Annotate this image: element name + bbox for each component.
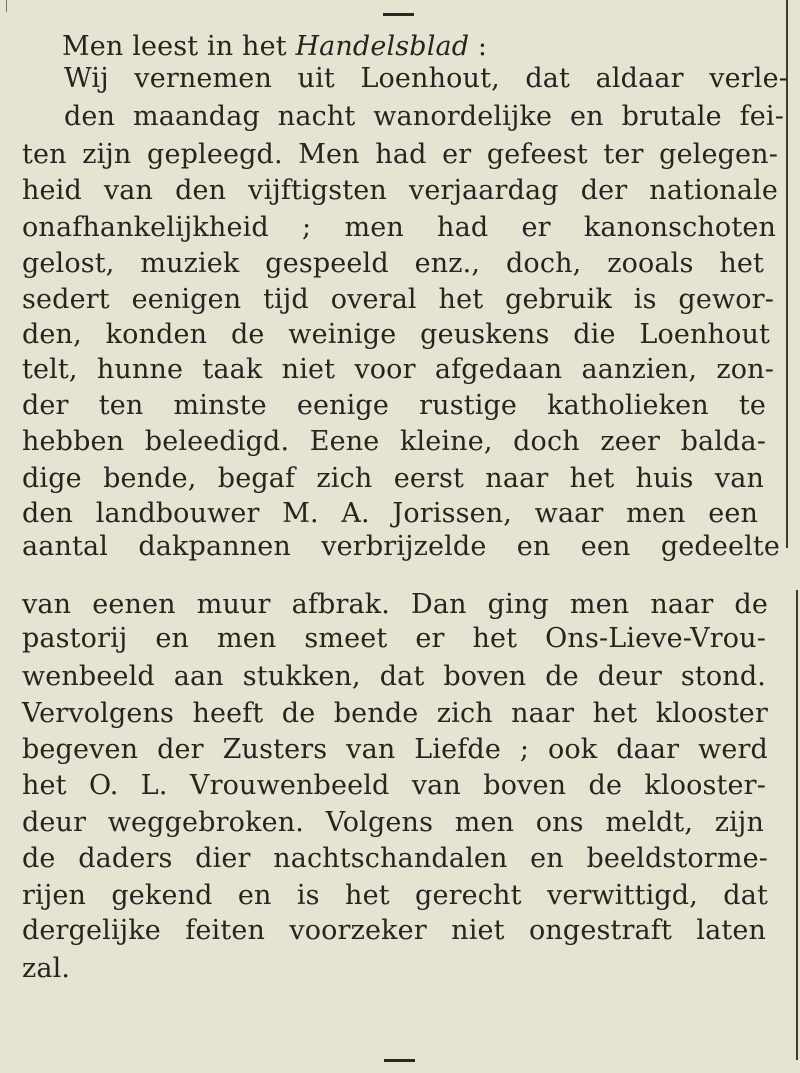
article-line: wenbeeld aan stukken, dat boven de deur stond.	[22, 661, 766, 692]
intro-suffix: :	[469, 31, 488, 62]
article-line: der ten minste eenige rustige katholieken te	[22, 390, 766, 421]
article-line: pastorij en men smeet er het Ons-Lieve-Vrou-	[22, 623, 766, 654]
article-line: rijen gekend en is het gerecht verwittigd, dat	[22, 880, 768, 911]
article-line: den, konden de weinige geuskens die Loenhout	[22, 319, 770, 350]
intro-prefix: Men leest in het	[62, 31, 296, 62]
article-line: den landbouwer M. A. Jorissen, waar men een	[22, 498, 758, 529]
article-line: Vervolgens heeft de bende zich naar het klooster	[22, 698, 768, 729]
article-line: gelost, muziek gespeeld enz., doch, zooals het	[22, 248, 764, 279]
article-line: dergelijke feiten voorzeker niet ongestraft laten	[22, 915, 766, 946]
article-line: ten zijn gepleegd. Men had er gefeest ter gelegen-	[22, 139, 778, 170]
article-line: dige bende, begaf zich eerst naar het huis van	[22, 463, 764, 494]
article-line: sedert eenigen tijd overal het gebruik is gewor-	[22, 284, 774, 315]
article-line: onafhankelijkheid ; men had er kanonschoten	[22, 212, 776, 243]
article-line: heid van den vijftigsten verjaardag der nationale	[22, 175, 778, 206]
article-intro	[62, 30, 487, 64]
column-rule-lower	[796, 590, 798, 1060]
article-line: hebben beleedigd. Eene kleine, doch zeer balda-	[22, 426, 766, 457]
article-line: telt, hunne taak niet voor afgedaan aanzien, zon-	[22, 354, 774, 385]
top-separator-rule	[383, 13, 414, 16]
article-line: begeven der Zusters van Liefde ; ook daar werd	[22, 734, 768, 765]
article-line: aantal dakpannen verbrijzelde en een gedeelte	[22, 531, 780, 562]
source-name: Handelsblad	[295, 31, 470, 62]
article-line: de daders dier nachtschandalen en beeldstorme-	[22, 843, 768, 874]
article-line: Wij vernemen uit Loenhout, dat aldaar verle-	[64, 63, 788, 94]
article-line: van eenen muur afbrak. Dan ging men naar de	[22, 589, 768, 620]
article-line: deur weggebroken. Volgens men ons meldt, zijn	[22, 807, 764, 838]
bottom-separator-rule	[384, 1059, 415, 1062]
article-line: zal.	[22, 953, 71, 984]
left-margin-mark	[6, 0, 7, 12]
article-line: het O. L. Vrouwenbeeld van boven de klooster-	[22, 770, 766, 801]
article-line: den maandag nacht wanordelijke en brutale fei-	[64, 101, 784, 132]
